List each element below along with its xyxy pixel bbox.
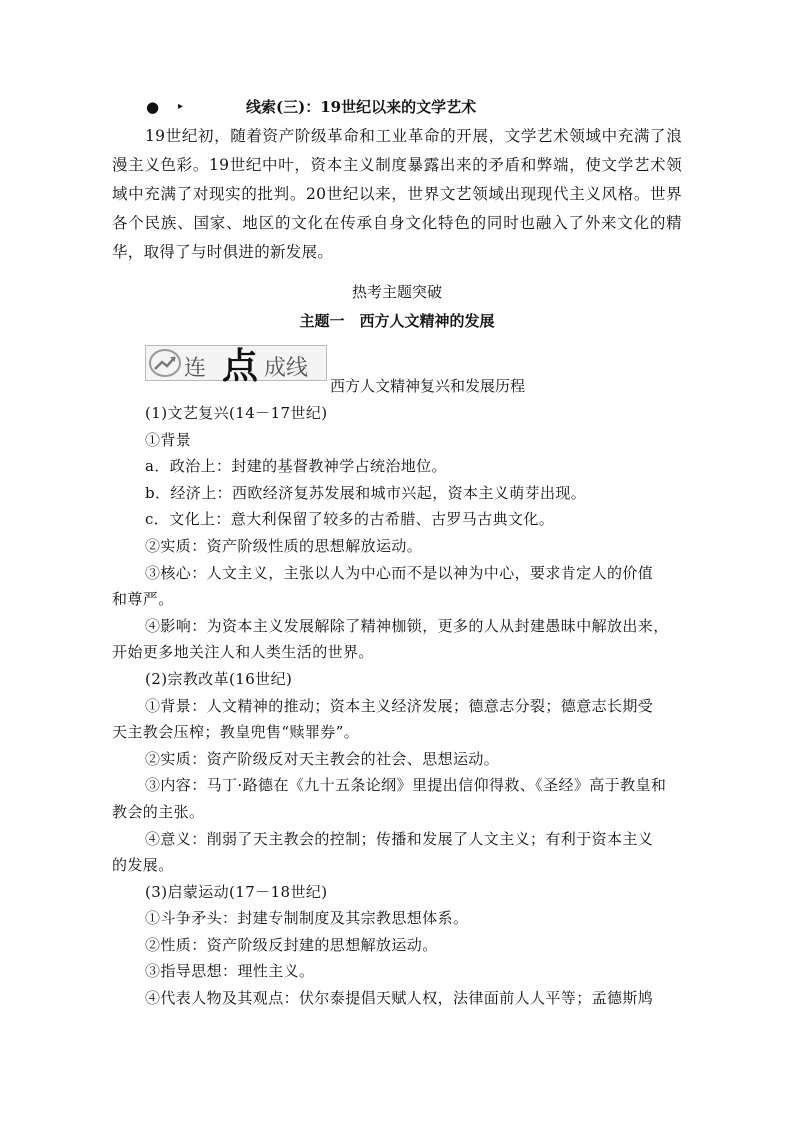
badge-char-chengxian: 成线	[264, 356, 309, 381]
text-line: ①背景：人文精神的推动；资本主义经济发展；德意志分裂；德意志长期受	[145, 696, 654, 715]
text-line: a．政治上：封建的基督教神学占统治地位。	[145, 457, 447, 476]
intro-paragraph: 19世纪初，随着资产阶级革命和工业革命的开展，文学艺术领域中充满了浪漫主义色彩。19世纪中叶，资本主义制度暴露出来的矛盾和弊端，使文学艺术领域中充满了对现实的批判。20世纪以来，世界文艺领域出现现代主义风格。世界各个民族、国家、地区的文化在传承自身文化特色的同时也融入了外来文化的精华，取得了与时俱进的新发展。	[112, 127, 682, 261]
theme-title: 主题一 西方人文精神的发展	[299, 312, 495, 330]
text-line: ④意义：削弱了天主教会的控制；传播和发展了人文主义；有利于资本主义	[145, 829, 654, 848]
text-line: ④影响：为资本主义发展解除了精神枷锁，更多的人从封建愚昧中解放出来，	[145, 616, 669, 635]
text-line: ③指导思想：理性主义。	[145, 962, 315, 981]
text-line: 开始更多地关注人和人类生活的世界。	[112, 643, 374, 662]
connect-dots-badge	[145, 345, 327, 387]
text-line: 的发展。	[112, 856, 174, 875]
text-line: ②性质：资产阶级反封建的思想解放运动。	[145, 935, 438, 954]
text-line: c．文化上：意大利保留了较多的古希腊、古罗马古典文化。	[145, 510, 555, 529]
text-line: 教会的主张。	[112, 802, 205, 821]
text-line: ④代表人物及其观点：伏尔泰提倡天赋人权，法律面前人人平等；孟德斯鸠	[145, 989, 654, 1008]
text-line: (2)宗教改革(16世纪)	[145, 669, 293, 688]
text-line: b．经济上：西欧经济复苏发展和城市兴起，资本主义萌芽出现。	[145, 483, 587, 502]
badge-caption: 西方人文精神复兴和发展历程	[330, 377, 526, 395]
text-line: (3)启蒙运动(17－18世纪)	[145, 882, 328, 901]
bullet-icon: ●	[146, 98, 160, 116]
arrow-icon: ▸	[178, 101, 184, 112]
clue-heading	[146, 95, 666, 119]
text-line: ①斗争矛头：封建专制制度及其宗教思想体系。	[145, 909, 469, 928]
badge-char-lian: 连	[184, 356, 207, 381]
badge-char-dian: 点	[222, 345, 259, 387]
clue-title: 线索(三)：19世纪以来的文学艺术	[246, 98, 477, 116]
text-line: ②实质：资产阶级性质的思想解放运动。	[145, 536, 423, 555]
text-line: (1)文艺复兴(14－17世纪)	[145, 404, 328, 422]
text-line: ③内容：马丁·路德在《九十五条论纲》里提出信仰得救、《圣经》高于教皇和	[145, 776, 667, 795]
chart-swirl-icon	[148, 348, 182, 378]
text-line: ②实质：资产阶级反对天主教会的社会、思想运动。	[145, 749, 500, 768]
body-content	[112, 400, 687, 1012]
hot-topic-heading: 热考主题突破	[351, 283, 442, 301]
text-line: 天主教会压榨；教皇兜售“赎罪券”。	[112, 723, 360, 742]
text-line: 和尊严。	[112, 590, 174, 609]
text-line: ①背景	[145, 430, 192, 449]
text-line: ③核心：人文主义，主张以人为中心而不是以神为中心，要求肯定人的价值	[145, 563, 654, 582]
